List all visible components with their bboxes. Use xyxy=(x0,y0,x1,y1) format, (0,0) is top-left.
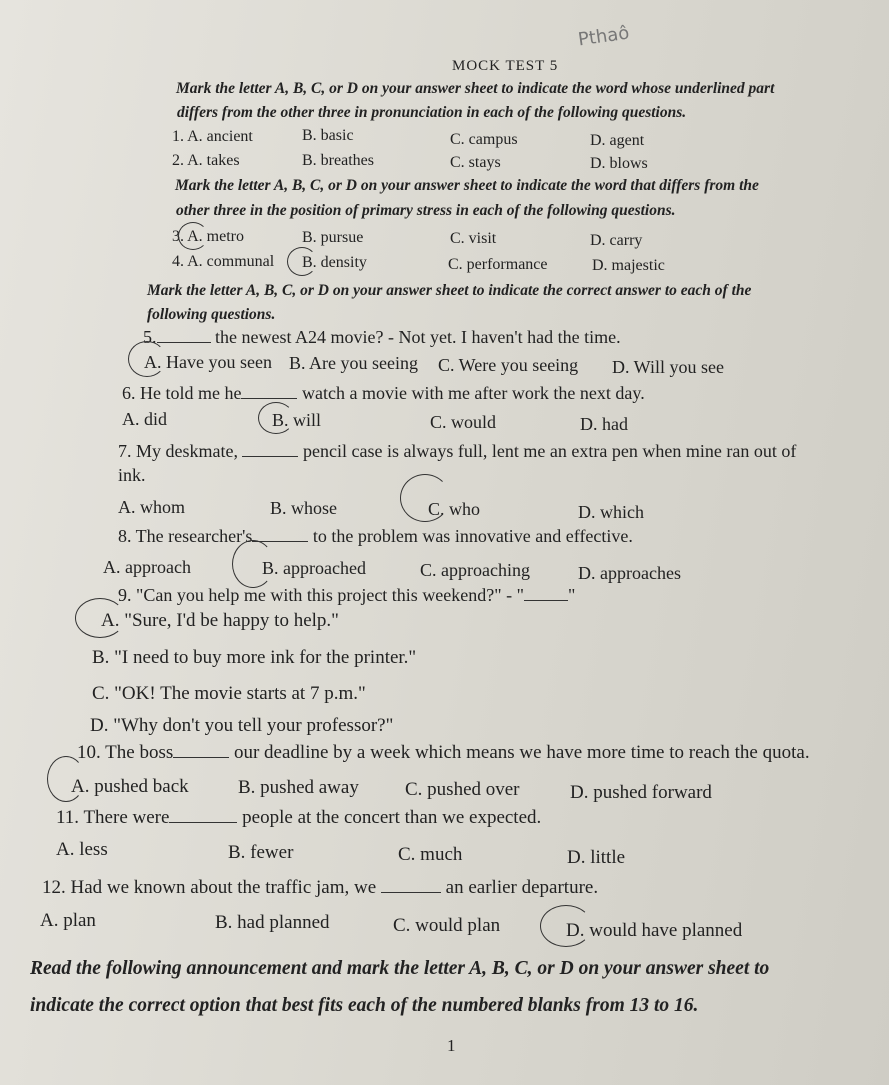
q10-option-c: C. pushed over xyxy=(405,779,520,800)
q7-option-a: A. whom xyxy=(118,497,185,517)
answer-circle-q6 xyxy=(258,402,294,434)
q9-stem-end: " xyxy=(567,585,576,605)
q6-stem-start: 6. He told me he xyxy=(122,383,242,403)
answer-circle-q7 xyxy=(400,474,450,522)
q11-option-b: B. fewer xyxy=(228,842,294,863)
q11-blank xyxy=(169,822,237,823)
q4-option-b: B. density xyxy=(302,254,367,271)
q10-stem xyxy=(77,742,810,764)
q5-option-a: A. Have you seen xyxy=(144,352,272,372)
q8-option-a: A. approach xyxy=(103,557,191,577)
instruction-2-line-1: Mark the letter A, B, C, or D on your answer sheet to indicate the word that differs from the xyxy=(175,177,759,194)
q8-stem xyxy=(118,526,633,547)
q3-option-c: C. visit xyxy=(450,230,497,247)
q10-option-a: A. pushed back xyxy=(71,776,189,797)
q5-stem xyxy=(143,327,621,348)
q6-stem-end: watch a movie with me after work the next day. xyxy=(301,383,645,403)
q4-option-c: C. performance xyxy=(448,256,548,273)
q12-option-c: C. would plan xyxy=(393,915,501,936)
q11-stem-start: 11. There were xyxy=(56,807,170,828)
q9-option-a: A. "Sure, I'd be happy to help." xyxy=(101,610,339,631)
instruction-4-line-2: indicate the correct option that best fits each of the numbered blanks from 13 to 16. xyxy=(30,995,699,1016)
q1-option-a: 1. A. ancient xyxy=(172,128,253,145)
q9-option-b: B. "I need to buy more ink for the printer." xyxy=(92,647,417,668)
q12-stem-start: 12. Had we known about the traffic jam, we xyxy=(42,877,377,898)
q7-option-b: B. whose xyxy=(270,498,337,518)
q5-number: 5. xyxy=(143,327,157,347)
q9-option-d: D. "Why don't you tell your professor?" xyxy=(90,715,394,736)
q5-option-b: B. Are you seeing xyxy=(289,353,418,373)
q7-stem xyxy=(118,441,796,462)
instruction-1-line-1: Mark the letter A, B, C, or D on your answer sheet to indicate the word whose underlined part xyxy=(176,80,775,97)
q10-option-d: D. pushed forward xyxy=(570,782,712,803)
q7-stem-line-2: ink. xyxy=(118,465,146,485)
q6-blank xyxy=(241,398,297,399)
q8-option-d: D. approaches xyxy=(578,563,681,583)
instruction-1-line-2: differs from the other three in pronunciation in each of the following questions. xyxy=(177,104,687,121)
answer-circle-q8 xyxy=(232,540,274,588)
q7-stem-start: 7. My deskmate, xyxy=(118,441,238,461)
q4-option-d: D. majestic xyxy=(592,257,665,274)
q3-option-a: 3. A. metro xyxy=(172,228,244,245)
q6-option-b: B. will xyxy=(272,410,322,430)
q8-stem-end: to the problem was innovative and effective. xyxy=(312,526,633,546)
q1-option-d: D. agent xyxy=(590,132,645,149)
page-number: 1 xyxy=(447,1036,456,1055)
q2-option-c: C. stays xyxy=(450,154,501,171)
q5-stem-text: the newest A24 movie? - Not yet. I haven't had the time. xyxy=(215,327,621,347)
q11-option-a: A. less xyxy=(56,839,108,860)
q6-stem xyxy=(122,383,645,404)
q8-option-c: C. approaching xyxy=(420,560,530,580)
q2-option-b: B. breathes xyxy=(302,152,374,169)
q12-stem xyxy=(42,877,598,899)
q12-option-d: D. would have planned xyxy=(566,920,743,941)
q3-option-b: B. pursue xyxy=(302,229,364,246)
q12-stem-end: an earlier departure. xyxy=(445,877,599,898)
answer-circle-q12 xyxy=(540,905,592,947)
q9-option-c: C. "OK! The movie starts at 7 p.m." xyxy=(92,683,366,704)
q10-blank xyxy=(173,757,229,758)
answer-circle-q3 xyxy=(178,222,208,250)
q5-option-c: C. Were you seeing xyxy=(438,355,579,375)
q5-option-d: D. Will you see xyxy=(612,357,724,377)
q12-option-a: A. plan xyxy=(40,910,96,931)
q2-option-a: 2. A. takes xyxy=(172,152,240,169)
q11-option-d: D. little xyxy=(567,847,626,868)
q9-stem-start: 9. "Can you help me with this project this weekend?" - " xyxy=(118,585,524,605)
instruction-3-line-1: Mark the letter A, B, C, or D on your answer sheet to indicate the correct answer to each of the xyxy=(147,282,752,299)
handwritten-note: Pthaô xyxy=(576,22,631,51)
q11-stem-end: people at the concert than we expected. xyxy=(242,807,542,828)
q4-option-a: 4. A. communal xyxy=(172,253,275,270)
q11-option-c: C. much xyxy=(398,844,463,865)
q8-option-b: B. approached xyxy=(262,558,366,578)
instruction-2-line-2: other three in the position of primary stress in each of the following questions. xyxy=(176,202,676,219)
q2-option-d: D. blows xyxy=(590,155,648,172)
q7-blank xyxy=(242,456,298,457)
q9-stem xyxy=(118,585,575,606)
page-title: MOCK TEST 5 xyxy=(452,58,559,74)
q6-option-c: C. would xyxy=(430,412,497,432)
q12-blank xyxy=(381,892,441,893)
q7-option-d: D. which xyxy=(578,502,644,522)
q10-option-b: B. pushed away xyxy=(238,777,359,798)
q10-stem-end: our deadline by a week which means we have more time to reach the quota. xyxy=(233,742,810,763)
q12-option-b: B. had planned xyxy=(215,912,330,933)
q1-option-c: C. campus xyxy=(450,131,518,148)
q7-stem-end: pencil case is always full, lent me an extra pen when mine ran out of xyxy=(302,441,797,461)
q6-option-d: D. had xyxy=(580,414,628,434)
answer-circle-q4 xyxy=(287,247,317,276)
q5-blank xyxy=(157,342,211,343)
q3-option-d: D. carry xyxy=(590,232,643,249)
instruction-4-line-1: Read the following announcement and mark the letter A, B, C, or D on your answer sheet to xyxy=(30,958,770,979)
q8-stem-start: 8. The researcher's xyxy=(118,526,253,546)
q10-stem-start: 10. The boss xyxy=(77,742,174,763)
instruction-3-line-2: following questions. xyxy=(147,306,276,323)
q7-option-c: C. who xyxy=(428,499,481,519)
q6-option-a: A. did xyxy=(122,409,167,429)
q11-stem xyxy=(56,807,541,829)
q1-option-b: B. basic xyxy=(302,127,354,144)
q9-blank xyxy=(524,600,568,601)
